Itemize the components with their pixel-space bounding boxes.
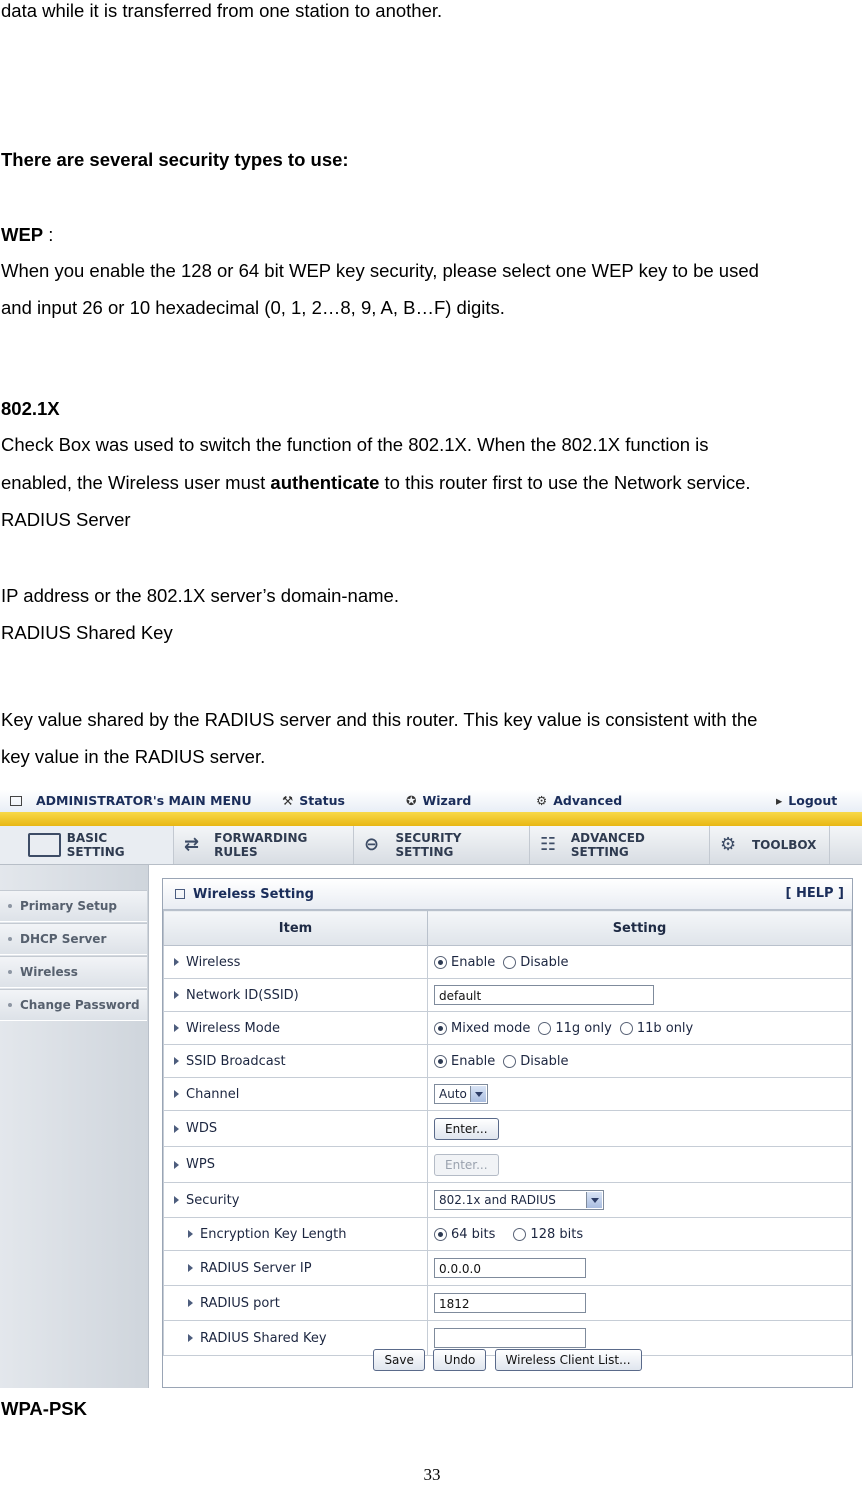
security-label: Security: [186, 1192, 240, 1208]
wps-label: WPS: [186, 1157, 215, 1172]
tab-basic-setting[interactable]: [0, 826, 174, 864]
help-link[interactable]: [ HELP ]: [785, 886, 844, 901]
form-button-row: [163, 1349, 852, 1371]
router-ui-screenshot: [0, 790, 862, 1388]
wds-label: WDS: [186, 1121, 218, 1136]
table-row: [164, 1251, 852, 1286]
wireless-client-list-button[interactable]: Wireless Client List...: [495, 1349, 642, 1371]
sidebar-item-primary-setup[interactable]: [0, 890, 147, 922]
8021x-paragraph-line-2: [1, 472, 751, 494]
arrow-right-icon: ▸: [776, 793, 783, 808]
shared-key-description-line-2: key value in the RADIUS server.: [1, 746, 266, 767]
arrow-right-icon: [188, 1334, 193, 1342]
security-types-heading: There are several security types to use:: [1, 149, 349, 170]
arrow-right-icon: [174, 1125, 179, 1133]
arrow-right-icon: [174, 1057, 179, 1065]
toolbox-icon: ⚙: [720, 834, 737, 855]
ssid-label: Network ID(SSID): [186, 987, 299, 1003]
row-setting: [428, 1078, 852, 1111]
notebook-icon: [28, 833, 61, 857]
bullet-icon: [8, 904, 12, 908]
mixed-mode-label: Mixed mode: [451, 1020, 531, 1036]
tab-basic-setting-label: BASIC SETTING: [66, 831, 125, 859]
wireless-label: Wireless: [186, 954, 241, 970]
11g-only-radio[interactable]: [538, 1022, 551, 1035]
status-icon: ⚒: [282, 793, 294, 808]
save-button[interactable]: Save: [373, 1349, 424, 1371]
row-label: [164, 1045, 428, 1078]
arrow-right-icon: [174, 1024, 179, 1032]
advanced-link[interactable]: [536, 793, 622, 808]
table-row: [164, 979, 852, 1012]
disable-label: Disable: [520, 1053, 569, 1069]
row-setting: [428, 1147, 852, 1183]
arrow-right-icon: [174, 991, 179, 999]
wep-colon: :: [43, 224, 54, 245]
status-label: Status: [299, 793, 345, 808]
row-setting: [428, 1111, 852, 1147]
sidebar-item-label: DHCP Server: [20, 932, 107, 946]
wireless-enable-radio[interactable]: [434, 956, 447, 969]
bullet-icon: [8, 970, 12, 974]
mixed-mode-radio[interactable]: [434, 1022, 447, 1035]
tab-toolbox[interactable]: [710, 826, 830, 864]
top-menu-bar: [0, 790, 862, 813]
sidebar: [0, 865, 149, 1388]
radius-shared-key-term: RADIUS Shared Key: [1, 622, 173, 643]
wpa-psk-heading: WPA-PSK: [1, 1398, 87, 1419]
wizard-icon: ✪: [406, 793, 417, 808]
logout-label: Logout: [788, 793, 838, 808]
wep-paragraph-line-1: When you enable the 128 or 64 bit WEP key security, please select one WEP key to be used: [1, 260, 759, 281]
row-label: [164, 979, 428, 1012]
tab-advanced-setting[interactable]: [530, 826, 710, 864]
row-setting: [428, 979, 852, 1012]
sidebar-item-wireless[interactable]: [0, 956, 147, 988]
window-icon: [10, 796, 22, 806]
column-header-setting: Setting: [428, 911, 852, 946]
wireless-mode-label: Wireless Mode: [186, 1020, 280, 1036]
advanced-setting-icon: ☷: [540, 834, 557, 855]
radius-server-ip-input[interactable]: 0.0.0.0: [434, 1258, 586, 1278]
forwarding-icon: ⇄: [184, 834, 200, 855]
row-label: [164, 946, 428, 979]
radius-server-description: IP address or the 802.1X server’s domain-name.: [1, 585, 399, 606]
sidebar-item-label: Primary Setup: [20, 899, 117, 913]
ssid-input[interactable]: default: [434, 985, 654, 1005]
radius-port-input[interactable]: 1812: [434, 1293, 586, 1313]
tab-toolbox-label: TOOLBOX: [752, 838, 817, 852]
table-row: [164, 1045, 852, 1078]
shared-key-description-line-1: Key value shared by the RADIUS server and this router. This key value is consistent with the: [1, 709, 758, 730]
tab-security-setting[interactable]: [354, 826, 530, 864]
authenticate-emphasis: authenticate: [270, 472, 380, 493]
wireless-disable-radio[interactable]: [503, 956, 516, 969]
radius-server-term: RADIUS Server: [1, 509, 131, 530]
gold-divider-band: [0, 812, 862, 826]
tab-security-setting-label: SECURITY SETTING: [395, 831, 462, 859]
column-header-item: Item: [164, 911, 428, 946]
bullet-icon: [8, 937, 12, 941]
row-setting: [428, 1286, 852, 1321]
panel-header: [163, 879, 852, 910]
radius-server-ip-label: RADIUS Server IP: [200, 1260, 312, 1276]
disable-label: Disable: [520, 954, 569, 970]
arrow-right-icon: [188, 1230, 193, 1238]
64-bits-radio[interactable]: [434, 1228, 447, 1241]
tab-forwarding-rules-label: FORWARDING RULES: [214, 831, 308, 859]
channel-select[interactable]: [434, 1084, 488, 1104]
broadcast-enable-radio[interactable]: [434, 1055, 447, 1068]
table-row: [164, 1111, 852, 1147]
table-row: [164, 1078, 852, 1111]
row-setting: [428, 1183, 852, 1218]
wireless-setting-panel: [162, 878, 853, 1388]
128-bits-radio[interactable]: [513, 1228, 526, 1241]
11g-only-label: 11g only: [555, 1020, 612, 1036]
intro-tail-text: data while it is transferred from one station to another.: [1, 0, 443, 21]
wizard-link[interactable]: [406, 793, 471, 808]
bullet-icon: [8, 1003, 12, 1007]
row-label: [164, 1251, 428, 1286]
sidebar-item-change-password[interactable]: [0, 989, 147, 1021]
64-bits-label: 64 bits: [451, 1226, 496, 1242]
channel-selected-value: Auto: [439, 1087, 467, 1101]
table-row: [164, 1218, 852, 1251]
8021x-line2-part-a: enabled, the Wireless user must: [1, 472, 271, 493]
radius-shared-key-input[interactable]: [434, 1328, 586, 1348]
broadcast-disable-radio[interactable]: [503, 1055, 516, 1068]
arrow-right-icon: [188, 1299, 193, 1307]
tab-forwarding-rules[interactable]: [174, 826, 354, 864]
row-setting: [428, 1012, 852, 1045]
tab-bar: [0, 826, 862, 865]
table-row: [164, 946, 852, 979]
page-number: 33: [423, 1465, 441, 1484]
panel-title: Wireless Setting: [193, 886, 314, 902]
11b-only-radio[interactable]: [620, 1022, 633, 1035]
logout-link[interactable]: [776, 793, 837, 808]
radius-port-label: RADIUS port: [200, 1295, 280, 1311]
security-select[interactable]: [434, 1190, 604, 1210]
row-label: [164, 1218, 428, 1251]
128-bits-label: 128 bits: [530, 1226, 584, 1242]
advanced-label: Advanced: [553, 793, 623, 808]
chevron-down-icon: [470, 1086, 486, 1102]
arrow-right-icon: [174, 1161, 179, 1169]
arrow-right-icon: [174, 958, 179, 966]
sidebar-item-label: Wireless: [20, 965, 78, 979]
undo-button[interactable]: Undo: [433, 1349, 486, 1371]
key-length-label: Encryption Key Length: [200, 1226, 347, 1242]
row-label: [164, 1111, 428, 1147]
table-row: [164, 1183, 852, 1218]
main-menu-label: ADMINISTRATOR's MAIN MENU: [36, 793, 252, 808]
8021x-line2-part-c: to this router first to use the Network service.: [379, 472, 751, 493]
radius-shared-key-label: RADIUS Shared Key: [200, 1330, 327, 1346]
channel-label: Channel: [186, 1086, 240, 1102]
row-label: [164, 1147, 428, 1183]
settings-table: [163, 910, 852, 1356]
security-icon: ⊖: [364, 834, 380, 855]
wds-enter-button[interactable]: Enter...: [434, 1118, 499, 1140]
wep-paragraph-line-2: and input 26 or 10 hexadecimal (0, 1, 2…8, 9, A, B…F) digits.: [1, 297, 505, 318]
panel-square-icon: [175, 889, 185, 899]
table-row: [164, 1012, 852, 1045]
table-row: [164, 1147, 852, 1183]
advanced-icon: ⚙: [536, 793, 548, 808]
wps-enter-button[interactable]: Enter...: [434, 1154, 499, 1176]
row-label: [164, 1286, 428, 1321]
wep-title: WEP: [1, 224, 44, 245]
row-setting: [428, 946, 852, 979]
enable-label: Enable: [451, 954, 496, 970]
8021x-paragraph-line-1: Check Box was used to switch the function of the 802.1X. When the 802.1X function is: [1, 434, 709, 455]
tab-advanced-setting-label: ADVANCED SETTING: [570, 831, 645, 859]
8021x-heading: 802.1X: [1, 398, 60, 419]
row-label: [164, 1183, 428, 1218]
row-setting: [428, 1218, 852, 1251]
11b-only-label: 11b only: [636, 1020, 694, 1036]
enable-label: Enable: [451, 1053, 496, 1069]
arrow-right-icon: [188, 1264, 193, 1272]
wizard-label: Wizard: [422, 793, 472, 808]
row-setting: [428, 1045, 852, 1078]
sidebar-item-label: Change Password: [20, 998, 140, 1012]
arrow-right-icon: [174, 1090, 179, 1098]
table-row: [164, 1286, 852, 1321]
wep-heading-line: [1, 224, 53, 246]
ssid-broadcast-label: SSID Broadcast: [186, 1053, 286, 1069]
status-link[interactable]: [282, 793, 345, 808]
main-menu-link[interactable]: [10, 793, 252, 808]
row-label: [164, 1012, 428, 1045]
security-selected-value: 802.1x and RADIUS: [439, 1193, 556, 1207]
arrow-right-icon: [174, 1196, 179, 1204]
chevron-down-icon: [586, 1192, 602, 1208]
row-setting: [428, 1251, 852, 1286]
sidebar-item-dhcp-server[interactable]: [0, 923, 147, 955]
row-label: [164, 1078, 428, 1111]
